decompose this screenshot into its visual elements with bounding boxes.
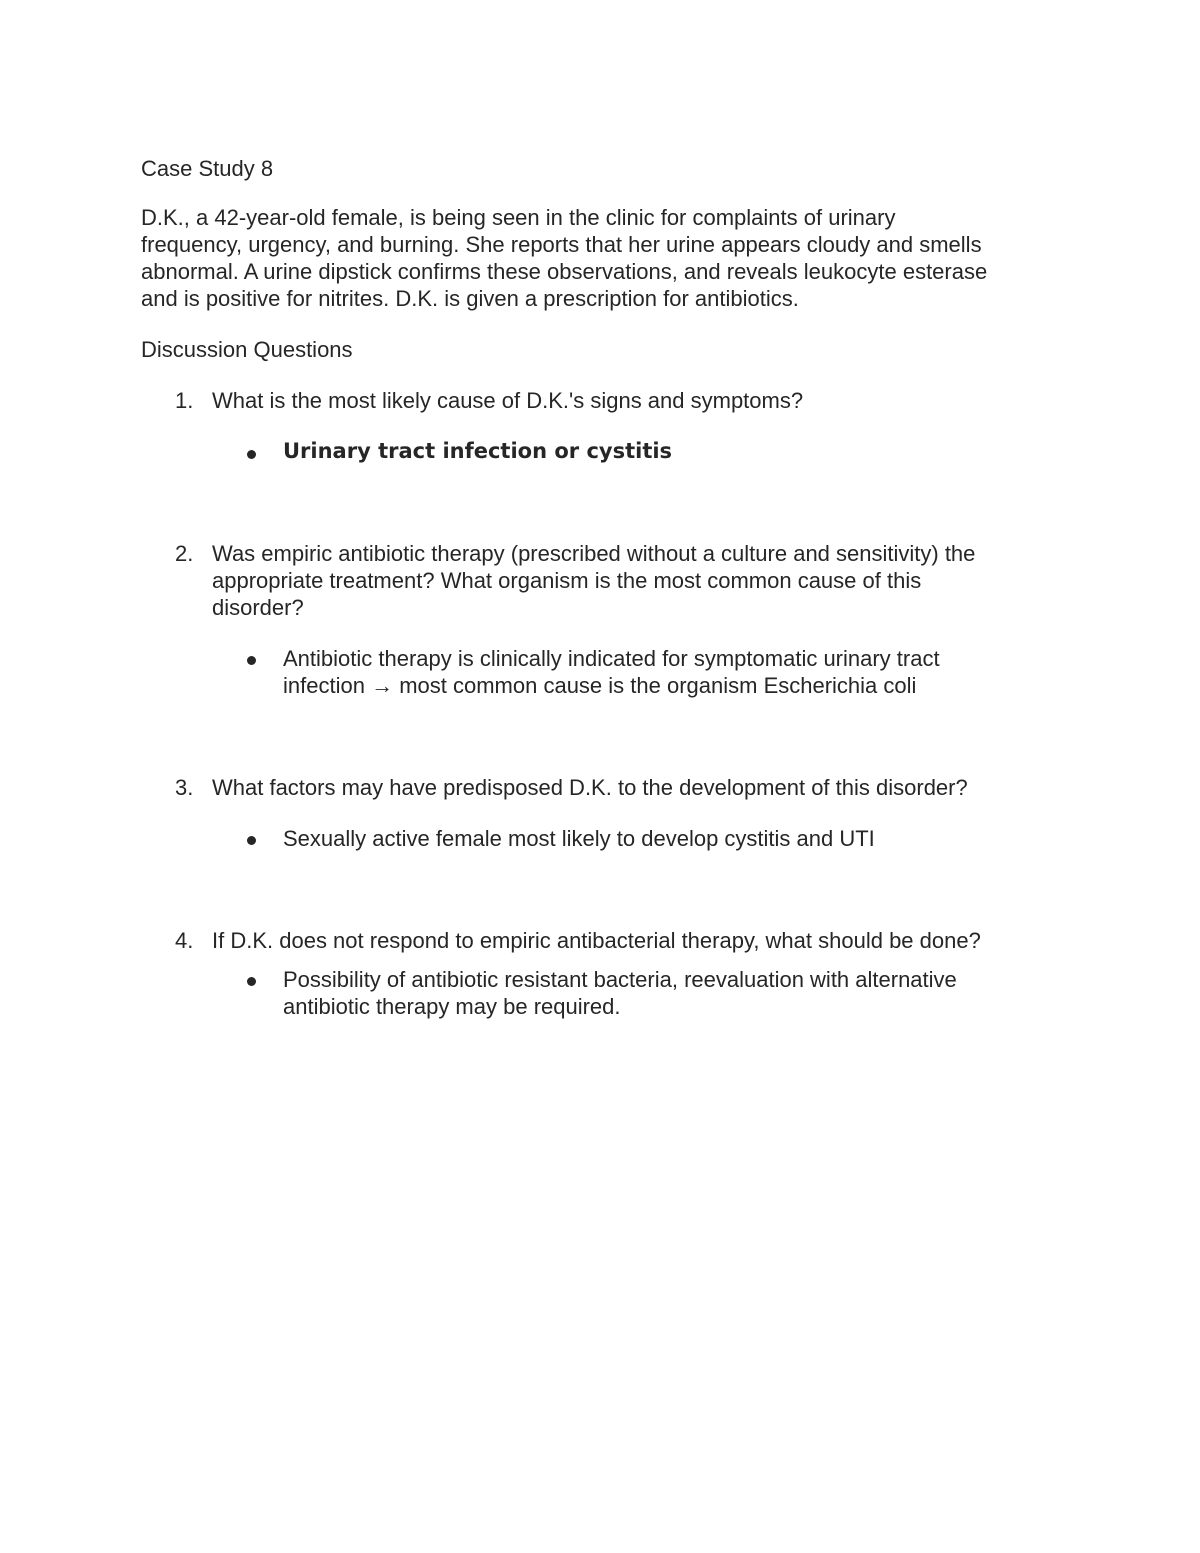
question-2 xyxy=(141,540,1001,699)
bullet-icon xyxy=(247,450,256,459)
document-page xyxy=(141,155,1001,1020)
answer-item xyxy=(212,645,1001,699)
answer-text-part1: Antibiotic therapy is clinically indicated for symptomatic urinary tract infection xyxy=(283,646,940,698)
answer-text: Urinary tract infection or cystitis xyxy=(283,439,673,463)
answer-list xyxy=(212,438,1001,465)
question-1 xyxy=(141,387,1001,465)
question-text: Was empiric antibiotic therapy (prescribed without a culture and sensitivity) the appropriate treatment? What organism is the most common cause of this disorder? xyxy=(212,541,976,620)
answer-text-part2: most common cause is the organism Escherichia coli xyxy=(399,673,917,698)
answer-text: Possibility of antibiotic resistant bacteria, reevaluation with alternative antibiotic therapy may be required. xyxy=(283,967,957,1019)
question-text: What is the most likely cause of D.K.'s signs and symptoms? xyxy=(212,388,804,413)
question-text: If D.K. does not respond to empiric antibacterial therapy, what should be done? xyxy=(212,928,981,953)
question-3 xyxy=(141,774,1001,852)
question-4 xyxy=(141,927,1001,1020)
bullet-icon xyxy=(247,977,256,986)
question-number: 4. xyxy=(175,928,194,953)
answer-item xyxy=(212,438,1001,465)
bullet-icon xyxy=(247,836,256,845)
question-list xyxy=(141,387,1001,1020)
question-number: 3. xyxy=(175,775,194,800)
answer-list xyxy=(212,645,1001,699)
page-title: Case Study 8 xyxy=(141,156,274,181)
answer-list xyxy=(212,966,1001,1020)
answer-item xyxy=(212,825,1001,852)
answer-text: Sexually active female most likely to develop cystitis and UTI xyxy=(283,826,875,851)
right-arrow-icon: → xyxy=(371,673,394,698)
answer-text xyxy=(283,645,1003,699)
answer-list xyxy=(212,825,1001,852)
question-number: 2. xyxy=(175,541,194,566)
discussion-heading: Discussion Questions xyxy=(141,337,353,362)
question-text: What factors may have predisposed D.K. to the development of this disorder? xyxy=(212,775,968,800)
case-description: D.K., a 42-year-old female, is being seen in the clinic for complaints of urinary frequency, urgency, and burning. She reports that her urine appears cloudy and smells abnormal. A urine dipstick confirms these observations, and reveals leukocyte esterase and is positive for nitrites. D.K. is given a prescription for antibiotics. xyxy=(141,205,988,311)
question-number: 1. xyxy=(175,388,194,413)
answer-item xyxy=(212,966,1001,1020)
bullet-icon xyxy=(247,656,256,665)
